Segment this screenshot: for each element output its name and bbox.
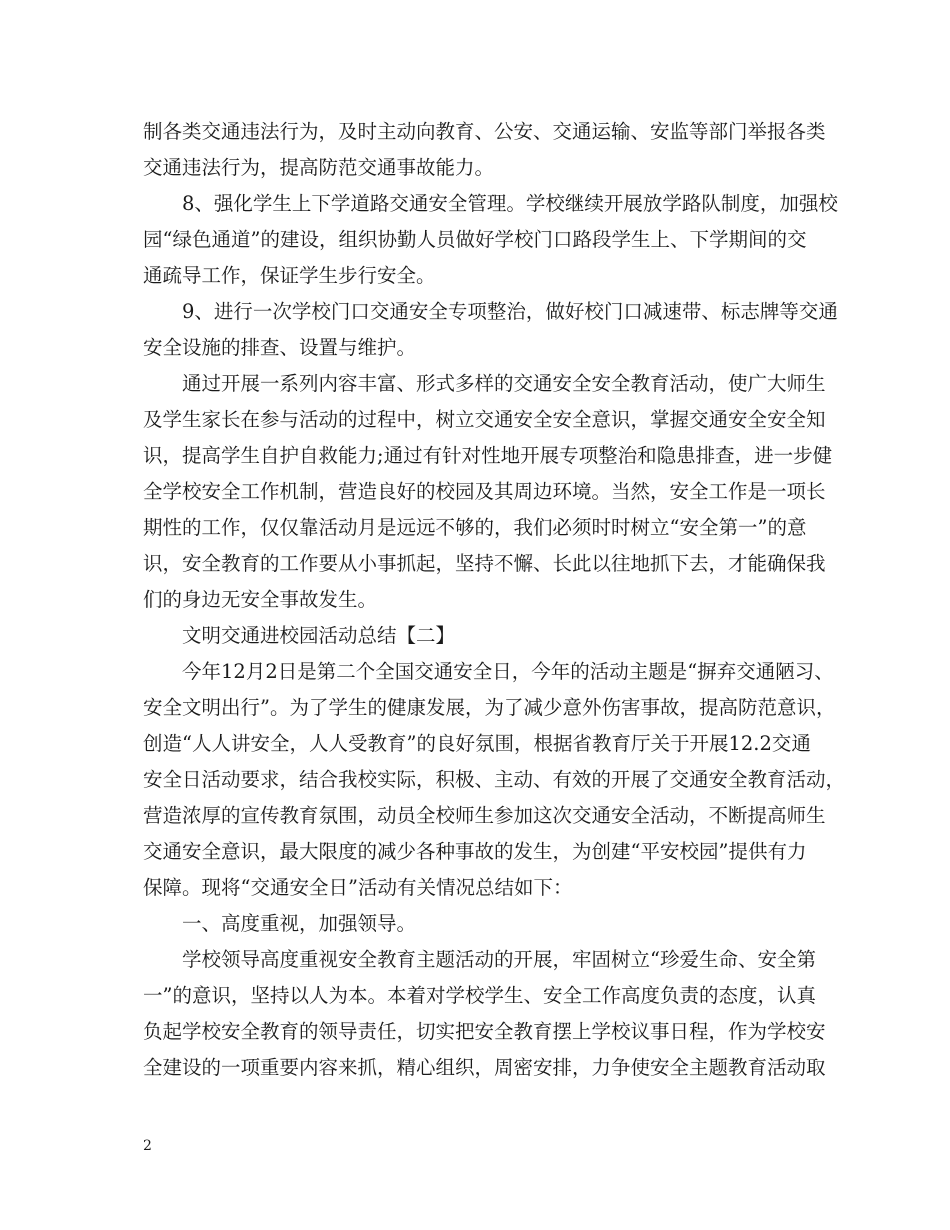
text-line: 安全文明出行”。为了学生的健康发展，为了减少意外伤害事故，提高防范意识，	[143, 696, 836, 719]
text-line: 今年12月2日是第二个全国交通安全日，今年的活动主题是“摒弃交通陋习、	[182, 660, 834, 683]
text-line: 学校领导高度重视安全教育主题活动的开展，牢固树立“珍爱生命、安全第	[182, 948, 816, 971]
text-line: 安全设施的排查、设置与维护。	[143, 336, 417, 359]
text-line: 通过开展一系列内容丰富、形式多样的交通安全安全教育活动，使广大师生	[182, 372, 826, 395]
section-heading: 文明交通进校园活动总结【二】	[182, 624, 456, 647]
text-line: 一”的意识，坚持以人为本。本着对学校学生、安全工作高度负责的态度，认真	[143, 984, 816, 1007]
text-line: 通疏导工作，保证学生步行安全。	[143, 264, 436, 287]
text-line: 全学校安全工作机制，营造良好的校园及其周边环境。当然，安全工作是一项长	[143, 480, 826, 503]
text-line: 创造“人人讲安全，人人受教育”的良好氛围，根据省教育厅关于开展12.2交通	[143, 732, 811, 755]
subsection-heading: 一、高度重视，加强领导。	[182, 912, 417, 935]
text-line: 们的身边无安全事故发生。	[143, 588, 378, 611]
text-line: 园“绿色通道”的建设，组织协勤人员做好学校门口路段学生上、下学期间的交	[143, 228, 807, 251]
text-line: 制各类交通违法行为，及时主动向教育、公安、交通运输、安监等部门举报各类	[143, 120, 826, 143]
text-line: 识，提高学生自护自救能力;通过有针对性地开展专项整治和隐患排查，进一步健	[143, 444, 833, 467]
text-line: 营造浓厚的宣传教育氛围，动员全校师生参加这次交通安全活动，不断提高师生	[143, 804, 826, 827]
text-line: 全建设的一项重要内容来抓，精心组织，周密安排，力争使安全主题教育活动取	[143, 1056, 826, 1079]
text-line: 8、强化学生上下学道路交通安全管理。学校继续开展放学路队制度，加强校	[182, 192, 838, 215]
page-number: 2	[143, 1138, 152, 1154]
text-line: 交通违法行为，提高防范交通事故能力。	[143, 156, 495, 179]
text-line: 安全日活动要求，结合我校实际，积极、主动、有效的开展了交通安全教育活动，	[143, 768, 846, 791]
text-line: 保障。现将“交通安全日”活动有关情况总结如下：	[143, 876, 573, 899]
text-line: 负起学校安全教育的领导责任，切实把安全教育摆上学校议事日程，作为学校安	[143, 1020, 826, 1043]
text-line: 及学生家长在参与活动的过程中，树立交通安全安全意识，掌握交通安全安全知	[143, 408, 826, 431]
text-line: 交通安全意识，最大限度的减少各种事故的发生，为创建“平安校园”提供有力	[143, 840, 807, 863]
text-line: 期性的工作，仅仅靠活动月是远远不够的，我们必须时时树立“安全第一”的意	[143, 516, 807, 539]
text-line: 识，安全教育的工作要从小事抓起，坚持不懈、长此以往地抓下去，才能确保我	[143, 552, 826, 575]
text-line: 9、进行一次学校门口交通安全专项整治，做好校门口减速带、标志牌等交通	[182, 300, 838, 323]
